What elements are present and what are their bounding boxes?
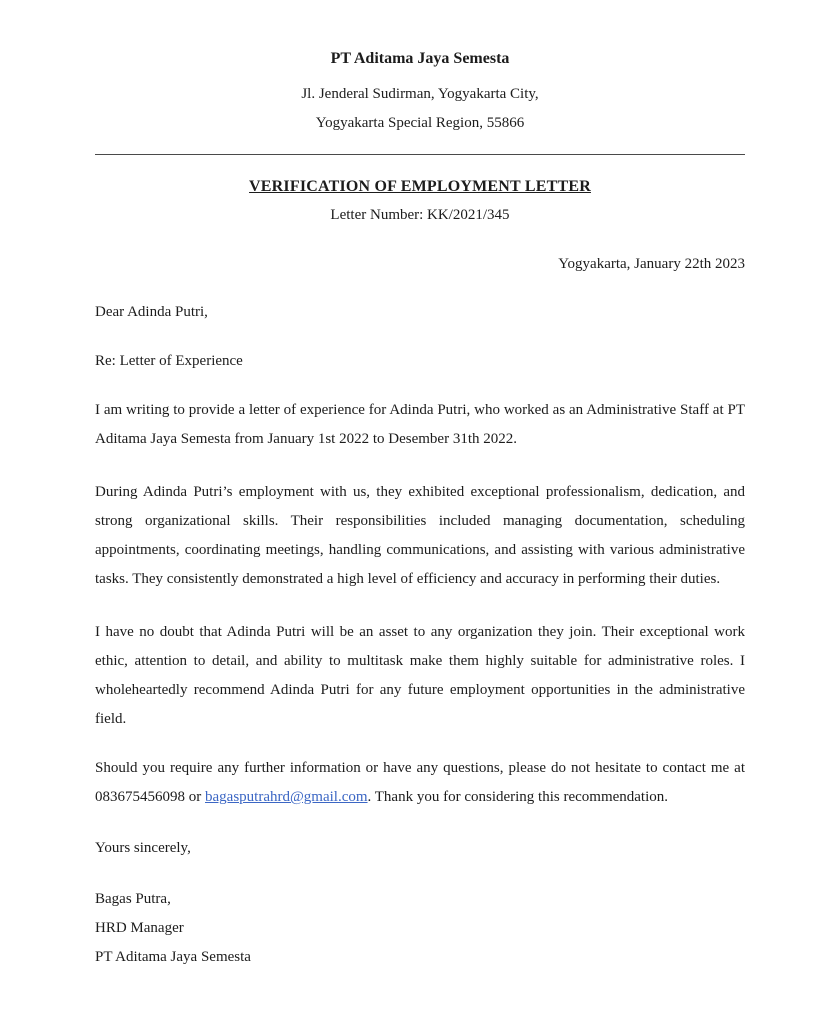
signer-name: Bagas Putra,: [95, 891, 171, 907]
email-link[interactable]: bagasputrahrd@gmail.com: [205, 789, 368, 805]
paragraph-contact: [95, 754, 745, 812]
paragraph-introduction: I am writing to provide a letter of experience for Adinda Putri, who worked as an Administrative Staff at PT Aditama Jaya Semesta from January 1st 2022 to Desember 31th 2022.: [95, 402, 745, 447]
contact-text-after-link: . Thank you for considering this recommendation.: [367, 789, 669, 805]
paragraph-performance: During Adinda Putri’s employment with us, they exhibited exceptional professionalism, dedication, and strong organizational skills. Their responsibilities included managing documentation, scheduling appointments, coordinating meetings, handling communications, and assisting with various administrative tasks. They consistently demonstrated a high level of efficiency and accuracy in performing their duties.: [95, 484, 745, 587]
subject-line: Re: Letter of Experience: [95, 353, 243, 369]
contact-text-before-link: Should you require any further information or have any questions, please do not hesitate to contact me at 083675456098 or: [95, 760, 745, 805]
signer-company: PT Aditama Jaya Semesta: [95, 949, 251, 965]
paragraph-recommendation: I have no doubt that Adinda Putri will be an asset to any organization they join. Their exceptional work ethic, attention to detail, and ability to multitask make them highly suitable for administrative roles. I wholeheartedly recommend Adinda Putri for any future employment opportunities in the administrative field.: [95, 624, 745, 727]
letter-number: Letter Number: KK/2021/345: [330, 207, 510, 223]
company-name: PT Aditama Jaya Semesta: [330, 50, 510, 67]
signer-title: HRD Manager: [95, 920, 184, 936]
signature-block: [95, 885, 745, 972]
closing-phrase: Yours sincerely,: [95, 840, 191, 856]
letter-title: VERIFICATION OF EMPLOYMENT LETTER: [249, 178, 591, 195]
date-line: Yogyakarta, January 22th 2023: [558, 256, 745, 272]
company-address-line-1: Jl. Jenderal Sudirman, Yogyakarta City,: [301, 86, 539, 102]
salutation: Dear Adinda Putri,: [95, 304, 208, 320]
company-address-line-2: Yogyakarta Special Region, 55866: [315, 115, 525, 131]
header-divider: [95, 154, 745, 155]
